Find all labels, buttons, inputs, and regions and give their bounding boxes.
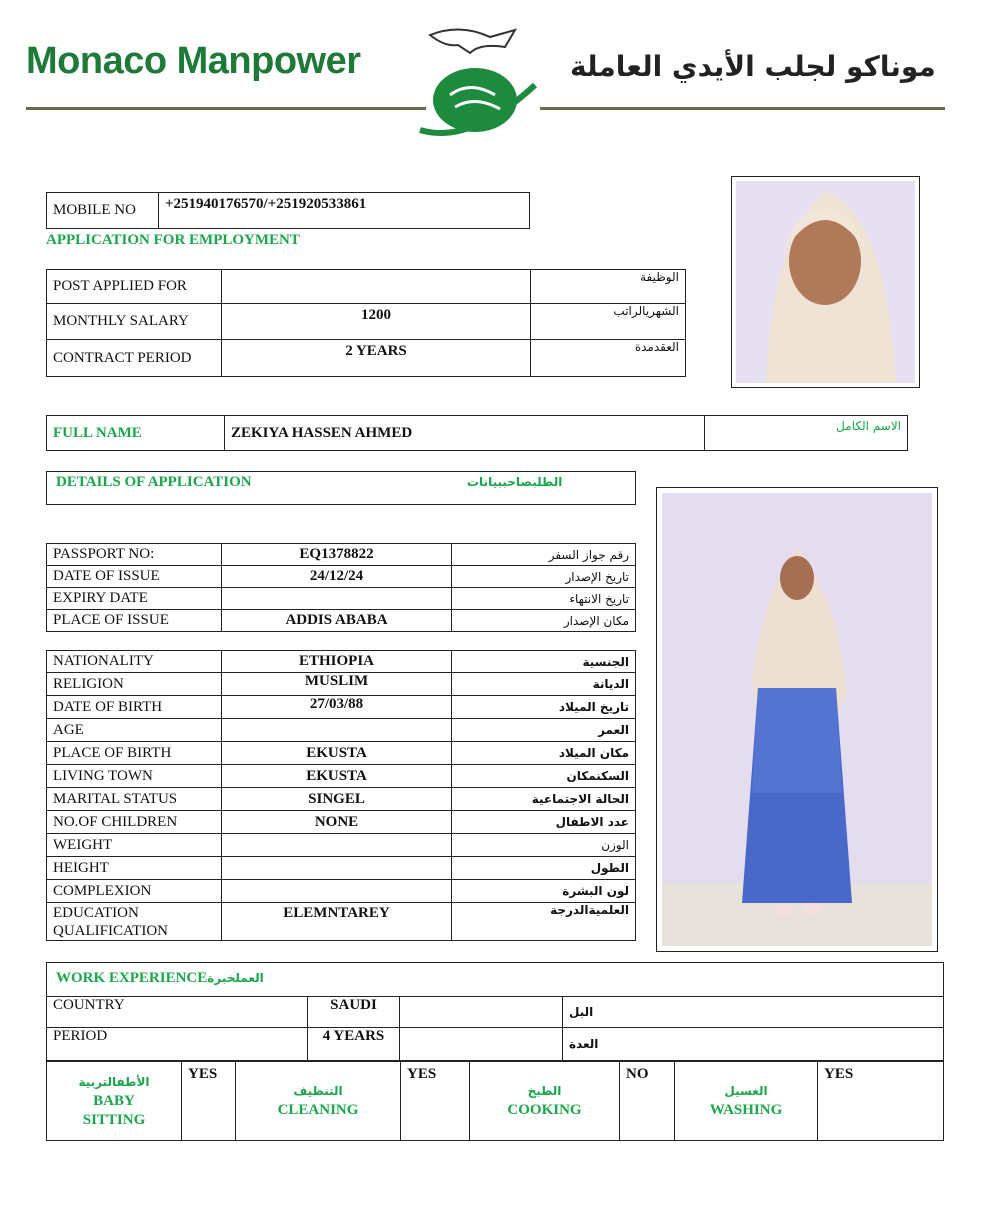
skill-washing-ar: الغسيل [724, 1084, 768, 1098]
contract-label: CONTRACT PERIOD [47, 340, 222, 377]
passport-table [46, 543, 636, 632]
expiry-date-label: EXPIRY DATE [47, 588, 222, 610]
complexion-value [222, 880, 452, 903]
skill-cleaning-line1: CLEANING [277, 1102, 359, 1118]
post-label-ar: الوظيفة [531, 270, 686, 304]
period-value: 4 YEARS [308, 1028, 400, 1061]
period-blank-cell [400, 1028, 563, 1061]
salary-label: MONTHLY SALARY [47, 304, 222, 340]
children-label: NO.OF CHILDREN [47, 811, 222, 834]
weight-value [222, 834, 452, 857]
place-of-issue-label-ar: مكان الإصدار [452, 610, 636, 632]
complexion-label: COMPLEXION [47, 880, 222, 903]
header-rule-right [540, 107, 945, 110]
skills-table [46, 1061, 944, 1141]
marital-status-label-ar: الحالة الاجتماعية [452, 788, 636, 811]
place-of-birth-label-ar: مكان الميلاد [452, 742, 636, 765]
skill-washing-line1: WASHING [709, 1102, 783, 1118]
skill-cooking-ar: الطبخ [527, 1084, 562, 1098]
weight-label: WEIGHT [47, 834, 222, 857]
date-of-birth-label: DATE OF BIRTH [47, 696, 222, 719]
place-of-issue-value: ADDIS ABABA [222, 610, 452, 632]
education-label-line1: EDUCATION [53, 904, 139, 921]
complexion-label-ar: لون البشرة [452, 880, 636, 903]
passport-no-value: EQ1378822 [222, 544, 452, 566]
details-label-ar: الطلبصاحببيانات [467, 475, 563, 489]
religion-label-ar: الديانة [452, 673, 636, 696]
application-title: APPLICATION FOR EMPLOYMENT [46, 232, 300, 248]
education-label-line2: QUALIFICATION [53, 922, 168, 939]
living-town-label: LIVING TOWN [47, 765, 222, 788]
passport-no-label: PASSPORT NO: [47, 544, 222, 566]
date-of-issue-label-ar: تاريخ الإصدار [452, 566, 636, 588]
country-label-ar: البل [563, 997, 944, 1028]
work-experience-title-ar: العملخبرة [207, 971, 264, 985]
religion-value: MUSLIM [222, 673, 452, 696]
skill-washing [675, 1062, 818, 1141]
mobile-value: +251940176570/+251920533861 [159, 193, 530, 229]
skill-baby-sitting-line2: SITTING [82, 1111, 146, 1128]
details-label: DETAILS OF APPLICATION [56, 474, 252, 490]
salary-value: 1200 [222, 304, 531, 340]
portrait-photo [731, 176, 920, 388]
expiry-date-label-ar: تاريخ الانتهاء [452, 588, 636, 610]
full-name-table [46, 415, 908, 451]
marital-status-value: SINGEL [222, 788, 452, 811]
height-label-ar: الطول [452, 857, 636, 880]
children-value: NONE [222, 811, 452, 834]
contract-value: 2 YEARS [222, 340, 531, 377]
mobile-label: MOBILE NO [47, 193, 159, 229]
marital-status-label: MARITAL STATUS [47, 788, 222, 811]
post-label: POST APPLIED FOR [47, 270, 222, 304]
education-label-ar: العلميةالدرجة [452, 903, 636, 941]
date-of-issue-value: 24/12/24 [222, 566, 452, 588]
place-of-birth-label: PLACE OF BIRTH [47, 742, 222, 765]
age-label: AGE [47, 719, 222, 742]
date-of-birth-label-ar: تاريخ الميلاد [452, 696, 636, 719]
place-of-birth-value: EKUSTA [222, 742, 452, 765]
living-town-label-ar: السكنمكان [452, 765, 636, 788]
work-experience-title [56, 970, 264, 987]
header-rule-left [26, 107, 426, 110]
children-label-ar: عدد الاطفال [452, 811, 636, 834]
full-name-label-ar: الاسم الكامل [705, 416, 908, 451]
religion-label: RELIGION [47, 673, 222, 696]
skill-baby-sitting [47, 1062, 182, 1141]
company-name-ar: موناكو لجلب الأيدي العاملة [570, 50, 936, 83]
company-name-en: Monaco Manpower [26, 40, 361, 82]
post-table [46, 269, 686, 377]
education-value: ELEMNTAREY [222, 903, 452, 941]
period-label-ar: العدة [563, 1028, 944, 1061]
date-of-birth-value: 27/03/88 [222, 696, 452, 719]
weight-label-ar: الوزن [452, 834, 636, 857]
age-label-ar: العمر [452, 719, 636, 742]
nationality-label: NATIONALITY [47, 651, 222, 673]
expiry-date-value [222, 588, 452, 610]
skill-washing-answer: YES [818, 1062, 944, 1141]
company-logo-icon [410, 25, 540, 140]
skill-cooking-answer: NO [620, 1062, 675, 1141]
education-label [47, 903, 222, 941]
work-experience-table [46, 996, 944, 1061]
details-header [46, 471, 636, 505]
country-value: SAUDI [308, 997, 400, 1028]
skill-cooking [470, 1062, 620, 1141]
skill-cleaning [236, 1062, 401, 1141]
height-value [222, 857, 452, 880]
work-experience-title-en: WORK EXPERIENCE [56, 970, 208, 986]
mobile-table [46, 192, 530, 229]
full-body-photo [656, 487, 938, 952]
date-of-issue-label: DATE OF ISSUE [47, 566, 222, 588]
skill-cleaning-ar: التنظيف [293, 1084, 343, 1098]
nationality-value: ETHIOPIA [222, 651, 452, 673]
full-name-label: FULL NAME [47, 416, 225, 451]
country-blank-cell [400, 997, 563, 1028]
period-label: PERIOD [47, 1028, 308, 1061]
skill-baby-sitting-answer: YES [182, 1062, 236, 1141]
full-name-value: ZEKIYA HASSEN AHMED [225, 416, 705, 451]
living-town-value: EKUSTA [222, 765, 452, 788]
country-label: COUNTRY [47, 997, 308, 1028]
skill-baby-sitting-line1: BABY [93, 1092, 135, 1109]
passport-no-label-ar: رقم جواز السفر [452, 544, 636, 566]
age-value [222, 719, 452, 742]
nationality-label-ar: الجنسية [452, 651, 636, 673]
skill-baby-sitting-ar: الأطفالتربية [78, 1074, 150, 1089]
post-value [222, 270, 531, 304]
skill-cleaning-answer: YES [401, 1062, 470, 1141]
contract-label-ar: العقدمدة [531, 340, 686, 377]
personal-table [46, 650, 636, 941]
salary-label-ar: الشهريالراتب [531, 304, 686, 340]
height-label: HEIGHT [47, 857, 222, 880]
skill-cooking-line1: COOKING [507, 1102, 582, 1118]
place-of-issue-label: PLACE OF ISSUE [47, 610, 222, 632]
